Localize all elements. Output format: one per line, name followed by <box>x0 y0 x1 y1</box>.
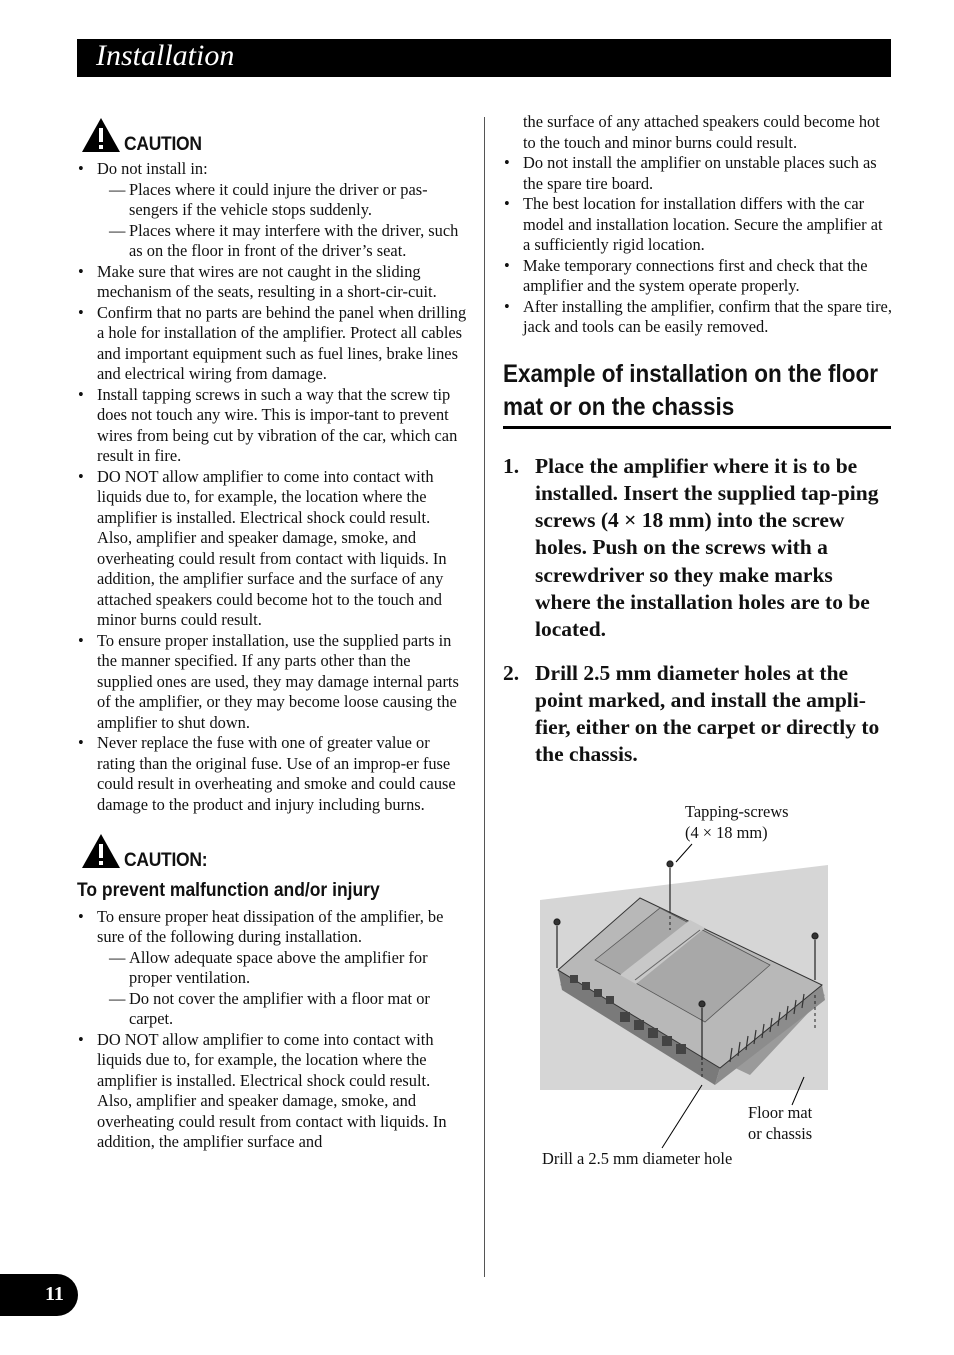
caution-heading-2 <box>77 833 467 875</box>
page-number: 11 <box>45 1283 64 1305</box>
caution-subheading: To prevent malfunction and/or injury <box>77 880 380 901</box>
column-divider <box>484 117 485 1277</box>
section-rule <box>503 426 891 429</box>
caution-label: CAUTION: <box>124 850 208 871</box>
sub-item: — Places where it may interfere with the driver, such as on the floor in front of the driver’s seat. <box>109 220 459 260</box>
right-column <box>503 112 893 785</box>
step-item: 1. Place the amplifier where it is to be installed. Insert the supplied tap-ping screws (4 × 18 mm) into the screw holes. Push on the screws with a screwdriver so they make marks where the installation holes are to be located. <box>503 453 879 642</box>
page-number-tab <box>0 1274 78 1316</box>
caution-list-2 <box>77 907 467 1153</box>
sub-item: — Allow adequate space above the amplifier for proper ventilation. <box>109 947 428 987</box>
installation-figure <box>540 800 840 1180</box>
screws-label: Tapping-screws (4 × 18 mm) <box>685 802 789 842</box>
list-item: • To ensure proper heat dissipation of the amplifier, be sure of the following during installation. — Allow adequate space above the amplifier for proper ventilation. — Do not cover the amplifier with a floor mat or carpet. <box>77 907 467 1030</box>
caution-heading <box>77 117 467 159</box>
list-item: • Do not install the amplifier on unstable places such as the spare tire board. <box>503 153 893 194</box>
list-item: • Confirm that no parts are behind the panel when drilling a hole for installation of the amplifier. Protect all cables and important equipment such as fuel lines, brake lines and electrical wiring from damage. <box>77 303 467 385</box>
continued-text: the surface of any attached speakers could become hot to the touch and minor burns could result. <box>523 112 880 152</box>
drill-label: Drill a 2.5 mm diameter hole <box>542 1149 733 1168</box>
steps-list <box>503 453 893 769</box>
warning-icon <box>81 117 121 153</box>
right-list <box>503 153 893 338</box>
list-item: • The best location for installation differs with the car model and installation location. Secure the amplifier at a sufficiently rigid location. <box>503 194 893 256</box>
list-item: • DO NOT allow amplifier to come into contact with liquids due to, for example, the location where the amplifier is installed. Electrical shock could result. Also, amplifier and speaker damage, smoke, and overheating could result from contact with liquids. In addition, the amplifier surface and <box>77 1030 467 1153</box>
step-item: 2. Drill 2.5 mm diameter holes at the point marked, and install the ampli-fier, either on the carpet or directly to the chassis. <box>503 660 880 767</box>
list-item: • After installing the amplifier, confirm that the spare tire, jack and tools can be easily removed. <box>503 297 893 338</box>
section-title: Example of installation on the floor mat or on the chassis <box>503 359 879 421</box>
list-item: • Never replace the fuse with one of greater value or rating than the original fuse. Use of an improp-er fuse could result in overheating and smoke and could cause damage to the product and injury including burns. <box>77 733 467 815</box>
list-item: • Make temporary connections first and check that the amplifier and the system operate properly. <box>503 256 893 297</box>
list-item: • Install tapping screws in such a way that the screw tip does not touch any wire. This is impor-tant to prevent wires from being cut by vibration of the car, which can result in fire. <box>77 385 467 467</box>
list-item: • DO NOT allow amplifier to come into contact with liquids due to, for example, the location where the amplifier is installed. Electrical shock could result. Also, amplifier and speaker damage, smoke, and overheating could result from contact with liquids. In addition, the amplifier surface and the surface of any attached speakers could become hot to the touch and minor burns could result. <box>77 467 467 631</box>
caution-label: CAUTION <box>124 134 202 155</box>
page-title: Installation <box>96 39 235 72</box>
list-item: • To ensure proper installation, use the supplied parts in the manner specified. If any parts other than the supplied ones are used, they may damage internal parts of the amplifier, or they may become loose causing the amplifier to shut down. <box>77 631 467 734</box>
list-item: • Make sure that wires are not caught in the sliding mechanism of the seats, resulting in a short-cir-cuit. <box>77 262 467 303</box>
sub-item: — Places where it could injure the driver or pas-sengers if the vehicle stops suddenly. <box>109 179 428 219</box>
floor-label: Floor mat or chassis <box>748 1103 813 1143</box>
warning-icon <box>81 833 121 869</box>
header-bar <box>77 39 891 77</box>
sub-item: — Do not cover the amplifier with a floor mat or carpet. <box>109 988 430 1028</box>
list-item: • Do not install in: — Places where it could injure the driver or pas-sengers if the vehicle stops suddenly. — Places where it may interfere with the driver, such as on the floor in front of the driver’s seat. <box>77 159 467 262</box>
left-column <box>77 117 467 1153</box>
caution-list <box>77 159 467 815</box>
